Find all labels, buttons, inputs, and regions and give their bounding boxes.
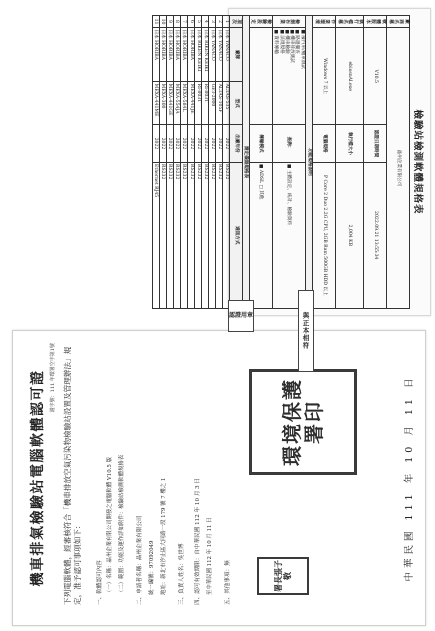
- certificate-title: 機車排氣檢驗站電腦軟體認可證: [30, 369, 46, 587]
- value-exe-name: ebiosnAl.exe: [336, 28, 364, 125]
- spec-row-instr-cols: [230, 16, 242, 309]
- item3-representative: 三、負責人姓名：吳世博: [179, 543, 185, 605]
- func-list: [273, 30, 305, 123]
- col-year: 出廠年份: [230, 125, 242, 162]
- instr-table-title: 測定儀器規格表: [242, 16, 249, 309]
- instrument-row: 8 日本 HORIBA MEXA-554JA 2022 RS232: [173, 16, 180, 309]
- item1-scope: （二）範圍：功能及運作詳如附件：檢驗站檢測軟體規格表: [119, 454, 125, 595]
- label-cert-datetime: 認證日期時間: [364, 125, 387, 162]
- item4-validity: 四、認可有效期限：自中華民國 112 年 10 月 3 日: [195, 477, 201, 605]
- label-exe-size: 執行檔大小: [336, 125, 364, 162]
- func-list-cell: [272, 28, 305, 125]
- spec-row-version: [364, 16, 387, 309]
- instrument-row: 7 日本 HORIBA MEXA-584L 2022 RS232: [180, 16, 187, 309]
- item2-tax-id: 統一編號：97092049: [149, 540, 155, 595]
- instrument-row: 5 日本 RIKEN KEIKI RI-803T 2022 RS232: [194, 16, 201, 309]
- instrument-row: 6 日本 HORIBA MEXA-441JE 2022 RS232: [187, 16, 194, 309]
- certificate-page: [12, 330, 426, 626]
- spec-row-company: [387, 16, 410, 309]
- value-company: 晶州企業有限公司: [387, 28, 410, 309]
- spec-row-upload: [249, 16, 272, 309]
- spec-title: 檢驗站檢測軟體規格表: [412, 109, 423, 215]
- spec-sheet-page: [153, 8, 431, 316]
- spec-row-exe: [336, 16, 364, 309]
- item1-title: 一、軟體認可內容: [97, 560, 103, 605]
- func-item: ■ 機車排放測試: [289, 29, 295, 63]
- label-function-op: 檢測作業: [272, 16, 305, 28]
- label-version: 軟體版本: [364, 16, 387, 28]
- label-pc-spec: 電腦規格: [313, 125, 336, 162]
- func-item: ■ 資料傳輸: [273, 29, 279, 54]
- instrument-row: 4 日本 RIKEN KEIKI RI-803T 2022 RS232: [202, 16, 209, 309]
- instrument-row: 10 日本 HORIBA MEXA-300 2022 RS232: [159, 16, 166, 309]
- certificate-number: 證字號：111 年環署空字第1號: [50, 343, 56, 413]
- certificate-intro: 下列電腦軟體，經審核符合「機車排放空氣污染物檢驗站設置及管理辦法」規定，准予認可事項如下：: [63, 346, 83, 605]
- col-brand: 廠牌: [230, 28, 242, 82]
- verification-stamp: 認證用章: [228, 300, 254, 332]
- instrument-row: 9 日本 HORIBA MEXA-441GE 2022 RS232: [166, 16, 173, 309]
- instrument-row: 3 日本 YANACO GET-2000 2022 RS232: [209, 16, 216, 309]
- true-copy-stamp: 與正本相符: [298, 290, 314, 372]
- value-cert-datetime: 2022.09.21 13:55:34: [364, 162, 387, 308]
- spec-row-func: [272, 16, 305, 309]
- value-query: ■ 主體設定、統計、檢驗資料: [272, 162, 305, 308]
- spec-row-func-header: [306, 16, 313, 309]
- value-os: Windows 7 以上: [313, 28, 336, 125]
- spec-row-instr-title: [242, 16, 249, 309]
- value-version: V10.5: [364, 28, 387, 125]
- func-item: ■ 路邊攔查: [294, 29, 300, 54]
- value-upload: ■ ADSL □ 其他: [249, 162, 272, 308]
- label-os: 作業環境: [313, 16, 336, 28]
- spec-sheet-content: [153, 9, 430, 315]
- director-seal: 署長張子敬: [257, 557, 309, 595]
- label-query: 查詢：: [272, 125, 305, 162]
- label-exe-name: 執行檔名稱: [336, 16, 364, 28]
- issue-date: 中華民國 111 年 10 月 11 日: [404, 374, 415, 582]
- label-approve: 檢驗設定: [249, 16, 272, 28]
- instrument-row: 2 日本 YANACO ALTAS-105F 2022 RS232: [216, 16, 223, 309]
- item5-other: 五、其他事項：無: [225, 560, 231, 605]
- instrument-row: 11 日本 HORIBA MEXA-441ME 2022 Ethernet RJ45: [152, 16, 159, 309]
- spec-table: [152, 15, 410, 309]
- instrument-row: 1 日本 YANACO ALTAS-535 2022 RS232: [223, 16, 230, 309]
- item1-name: （一）名稱：晶州企業有限公司開發之電腦軟體 V10.5 版: [107, 457, 113, 595]
- func-header: 功能規格說明: [306, 16, 313, 309]
- label-upload: 傳輸模式: [249, 125, 272, 162]
- item2-applicant: 二、申請者名稱：晶州企業有限公司: [137, 515, 143, 605]
- item4-validity-end: 至中華民國 112 年 10 月 11 日: [207, 517, 213, 595]
- col-model: 型式: [230, 82, 242, 125]
- value-exe-size: 2,004 KB: [336, 162, 364, 308]
- func-item: ■ 法規規格: [278, 29, 284, 54]
- col-no: 項次: [230, 16, 242, 28]
- official-seal: 環境保護署印: [249, 369, 357, 475]
- spec-row-env: [313, 16, 336, 309]
- certificate-content: [13, 331, 425, 625]
- value-pc-spec: P Core 2 Duo 2.2G CPU, 2GB Ram 500GB HDD 以上: [313, 162, 336, 308]
- func-item: ■ 廢汽車/機車測試: [299, 29, 305, 70]
- func-item: ■ 機車檢驗: [283, 29, 289, 54]
- label-company: 廠商名稱: [387, 16, 410, 28]
- col-comm: 通訊方式: [230, 162, 242, 308]
- item2-address: 地址：新北市汐止區大同路一段 179 號 7 樓之 1: [161, 477, 167, 595]
